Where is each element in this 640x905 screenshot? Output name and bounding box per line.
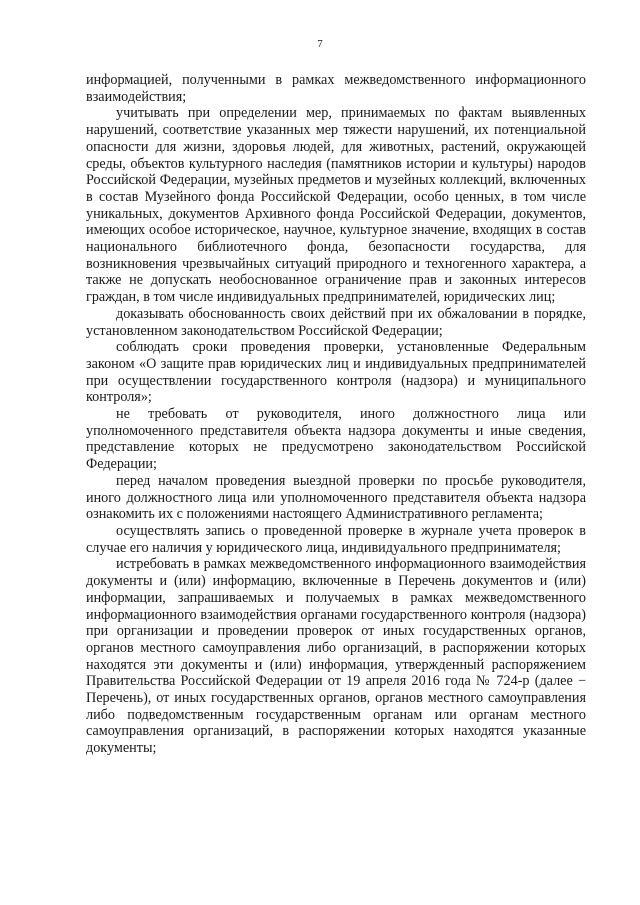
paragraph: не требовать от руководителя, иного должностного лица или уполномоченного представителя объекта надзора документы и иные сведения, представление которых не предусмотрено законодательством Российской Федерации; bbox=[86, 406, 586, 473]
paragraph: информацией, полученными в рамках межведомственного информационного взаимодействия; bbox=[86, 72, 586, 105]
paragraph: осуществлять запись о проведенной проверке в журнале учета проверок в случае его наличия у юридического лица, индивидуального предпринимателя; bbox=[86, 522, 586, 556]
paragraph: перед началом проведения выездной проверки по просьбе руководителя, иного должностного лица или уполномоченного представителя объекта надзора ознакомить их с положениями настоящего Административного регламента; bbox=[86, 472, 586, 523]
paragraph: соблюдать сроки проведения проверки, установленные Федеральным законом «О защите прав юридических лиц и индивидуальных предпринимателей при осуществлении государственного контроля (надзора) и муниципального контроля»; bbox=[86, 339, 586, 406]
document-body bbox=[86, 72, 586, 757]
paragraph: учитывать при определении мер, принимаемых по фактам выявленных нарушений, соответствие указанных мер тяжести нарушений, их потенциальной опасности для жизни, здоровья людей, для животных, растений, окружающей среды, объектов культурного наследия (памятников истории и культуры) народов Российской Федерации, музейных предметов и музейных коллекций, включенных в состав Музейного фонда Российской Федерации, особо ценных, в том числе уникальных, документов Архивного фонда Российской Федерации, документов, имеющих особое историческое, научное, культурное значение, входящих в состав национального библиотечного фонда, безопасности государства, для возникновения чрезвычайных ситуаций природного и техногенного характера, а также не допускать необоснованное ограничение прав и законных интересов граждан, в том числе индивидуальных предпринимателей, юридических лиц; bbox=[86, 105, 586, 306]
page-number: 7 bbox=[317, 38, 323, 50]
paragraph: истребовать в рамках межведомственного информационного взаимодействия документы и (или) информацию, включенные в Перечень документов и (или) информации, запрашиваемых и получаемых в рамках межведомственного информационного взаимодействия органами государственного контроля (надзора) при организации и проведении проверок от иных государственных органов, органов местного самоуправления либо организаций, в распоряжении которых находятся эти документы и (или) информация, утвержденный распоряжением Правительства Российской Федерации от 19 апреля 2016 года № 724-р (далее − Перечень), от иных государственных органов, органов местного самоуправления либо подведомственным государственным органам или органам местного самоуправления организаций, в распоряжении которых находятся указанные документы; bbox=[86, 556, 586, 757]
paragraph: доказывать обоснованность своих действий при их обжаловании в порядке, установленном законодательством Российской Федерации; bbox=[86, 305, 586, 339]
